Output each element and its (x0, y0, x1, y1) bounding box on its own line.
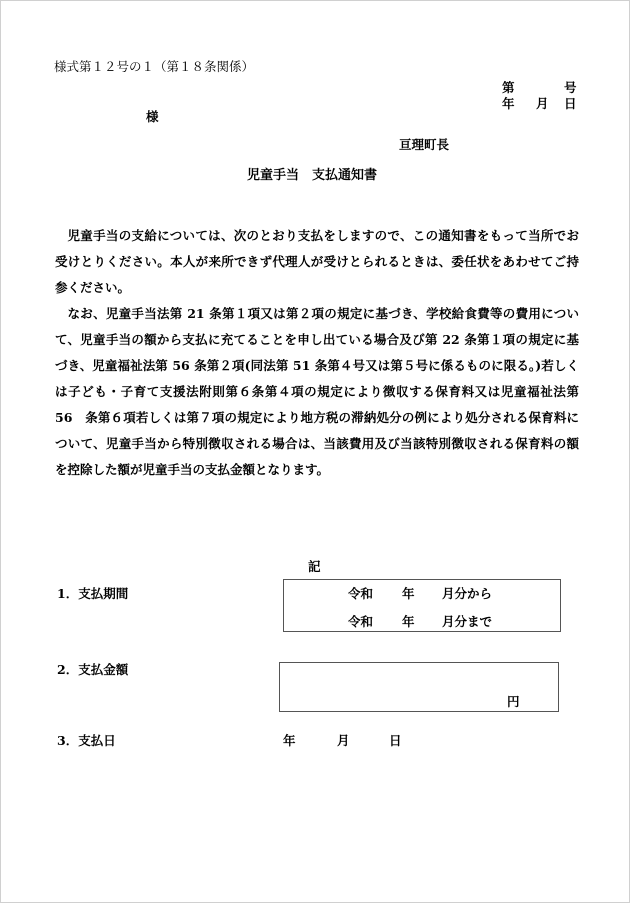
payment-date-month: 月 (337, 733, 350, 748)
amount-label: 2．支払金額 (57, 662, 129, 677)
period-from-month: 月分から (442, 586, 493, 601)
period-box (283, 579, 561, 632)
period-to-month: 月分まで (442, 614, 493, 629)
payment-date-day: 日 (389, 733, 402, 748)
doc-number-suffix: 号 (564, 80, 577, 95)
form-number: 様式第１２号の１（第１８条関係） (54, 59, 255, 74)
body-text (55, 223, 592, 483)
issue-date-year: 年 (502, 96, 515, 111)
period-from-year: 年 (402, 586, 415, 601)
body-paragraph-2: なお、児童手当法第 21 条第１項又は第２項の規定に基づき、学校給食費等の費用について、児童手当の額から支払に充てることを申し出ている場合及び第 22 条第１項の規定に基づき、児童福祉法第 56 条第２項(同法第 51 条第４号又は第５号に係るものに限る。)若しくは子ども・子育て支援法附則第６条第４項の規定により徴収する保育料又は児童福祉法第 56 条第６項若しくは第７項の規定により地方税の滞納処分の例により処分される保育料について、児童手当から特別徴収される場合は、当該費用及び当該特別徴収される保育料の額を控除した額が児童手当の支払金額となります。 (55, 306, 592, 477)
period-from-era: 令和 (348, 586, 374, 601)
period-to-year: 年 (402, 614, 415, 629)
period-to-era: 令和 (348, 614, 374, 629)
amount-unit: 円 (507, 694, 520, 709)
doc-number-label: 第 (502, 80, 515, 95)
document-title: 児童手当 支払通知書 (247, 168, 378, 183)
payment-date-label: 3．支払日 (57, 733, 116, 748)
ki-heading: 記 (308, 559, 321, 574)
issue-date-month: 月 (536, 96, 549, 111)
issuer: 亘理町長 (399, 137, 450, 152)
addressee-suffix: 様 (146, 109, 159, 124)
body-paragraph-1: 児童手当の支給については、次のとおり支払をしますので、この通知書をもって当所でお受けとりください。本人が来所できず代理人が受けとられるときは、委任状をあわせてご持参ください。 (55, 228, 579, 295)
issue-date-day: 日 (564, 96, 577, 111)
payment-date-year: 年 (283, 733, 296, 748)
period-label: 1．支払期間 (57, 586, 129, 601)
